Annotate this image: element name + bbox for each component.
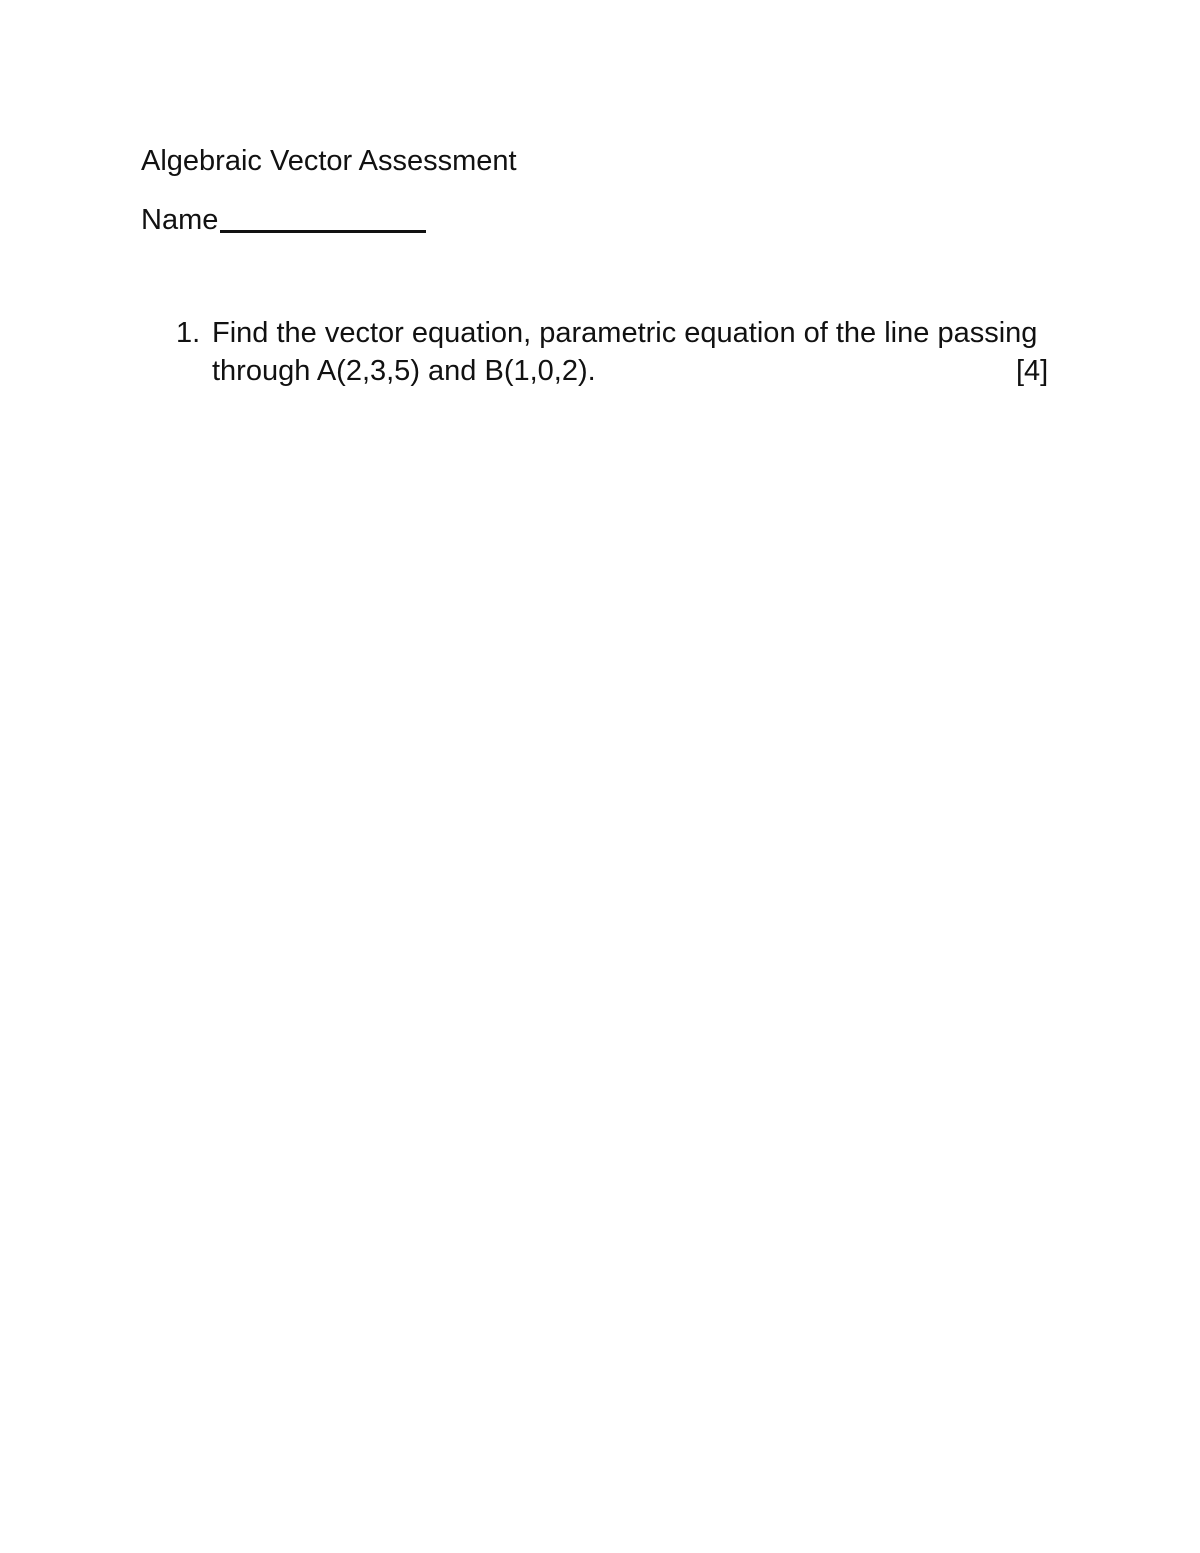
question-marks: [4] (1016, 355, 1049, 387)
page-title: Algebraic Vector Assessment (141, 145, 517, 177)
question-text-line-1: Find the vector equation, parametric equation of the line passing (212, 317, 1038, 349)
name-field (141, 202, 426, 238)
name-blank-line (220, 230, 426, 233)
question-text-line-2: through A(2,3,5) and B(1,0,2). (212, 355, 596, 387)
question-number: 1. (176, 317, 201, 349)
name-label: Name (141, 204, 219, 236)
